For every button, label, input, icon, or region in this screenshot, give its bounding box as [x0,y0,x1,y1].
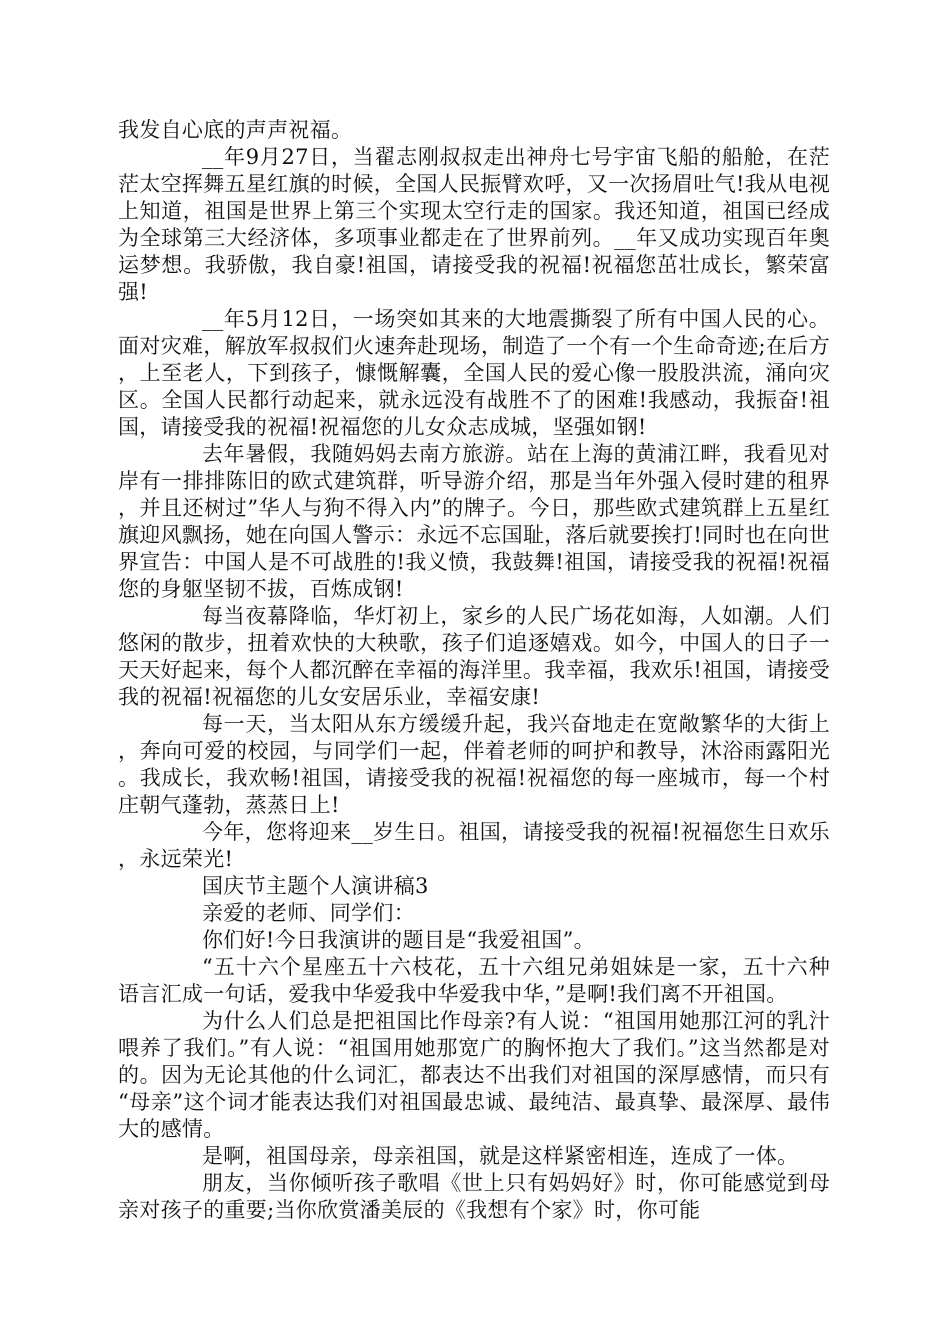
speech-title: 国庆节主题个人演讲稿3 [202,874,429,898]
paragraph: 去年暑假，我随妈妈去南方旅游。站在上海的黄浦江畔，我看见对岸有一排排陈旧的欧式建筑群，听导游介绍，那是当年外强入侵时建的租界，并且还树过”华人与狗不得入内”的牌子。今日，那些欧式建筑群上五星红旗迎风飘扬，她在向国人警示：永远不忘国耻，落后就要挨打!同时也在向世界宣告：中国人是不可战胜的!我义愤，我鼓舞!祖国，请接受我的祝福!祝福您的身躯坚韧不拔，百炼成钢! [118,442,830,601]
paragraph: 为什么人们总是把祖国比作母亲?有人说：“祖国用她那江河的乳汁喂养了我们。”有人说：“祖国用她那宽广的胸怀抱大了我们。”这当然都是对的。因为无论其他的什么词汇，都表达不出我们对祖国的深厚感情，而只有“母亲”这个词才能表达我们对祖国最忠诚、最纯洁、最真挚、最深厚、最伟大的感情。 [118,1009,830,1141]
paragraph: 今年，您将迎来__岁生日。祖国，请接受我的祝福!祝福您生日欢乐，永远荣光! [118,820,830,871]
paragraph: “五十六个星座五十六枝花，五十六组兄弟姐妹是一家，五十六种语言汇成一句话，爱我中华爱我中华爱我中华，”是啊!我们离不开祖国。 [118,955,830,1006]
paragraph: 我发自心底的声声祝福。 [118,118,353,142]
paragraph: __年9月27日，当翟志刚叔叔走出神舟七号宇宙飞船的船舱，在茫茫太空挥舞五星红旗的时候，全国人民振臂欢呼，又一次扬眉吐气!我从电视上知道，祖国是世界上第三个实现太空行走的国家。我还知道，祖国已经成为全球第三大经济体，多项事业都走在了世界前列。__年又成功实现百年奥运梦想。我骄傲，我自豪!祖国，请接受我的祝福!祝福您茁壮成长，繁荣富强! [118,145,830,304]
paragraph: 朋友，当你倾听孩子歌唱《世上只有妈妈好》时，你可能感觉到母亲对孩子的重要;当你欣赏潘美辰的《我想有个家》时，你可能 [118,1171,830,1222]
paragraph: 你们好!今日我演讲的题目是“我爱祖国”。 [202,928,595,952]
salutation: 亲爱的老师、同学们： [202,901,415,925]
paragraph: __年5月12日，一场突如其来的大地震撕裂了所有中国人民的心。面对灾难，解放军叔叔们火速奔赴现场，制造了一个有一个生命奇迹;在后方，上至老人，下到孩子，慷慨解囊，全国人民的爱心像一股股洪流，涌向灾区。全国人民都行动起来，就永远没有战胜不了的困难!我感动，我振奋!祖国，请接受我的祝福!祝福您的儿女众志成城，坚强如钢! [118,307,830,439]
paragraph: 每当夜幕降临，华灯初上，家乡的人民广场花如海，人如潮。人们悠闲的散步，扭着欢快的大秧歌，孩子们追逐嬉戏。如今，中国人的日子一天天好起来，每个人都沉醉在幸福的海洋里。我幸福，我欢乐!祖国，请接受我的祝福!祝福您的儿女安居乐业，幸福安康! [118,604,830,709]
document-body [118,117,830,1224]
paragraph: 是啊，祖国母亲，母亲祖国，就是这样紧密相连，连成了一体。 [202,1144,799,1168]
paragraph: 每一天，当太阳从东方缓缓升起，我兴奋地走在宽敞繁华的大街上，奔向可爱的校园，与同学们一起，伴着老师的呵护和教导，沐浴雨露阳光。我成长，我欢畅!祖国，请接受我的祝福!祝福您的每一座城市，每一个村庄朝气蓬勃，蒸蒸日上! [118,712,830,817]
